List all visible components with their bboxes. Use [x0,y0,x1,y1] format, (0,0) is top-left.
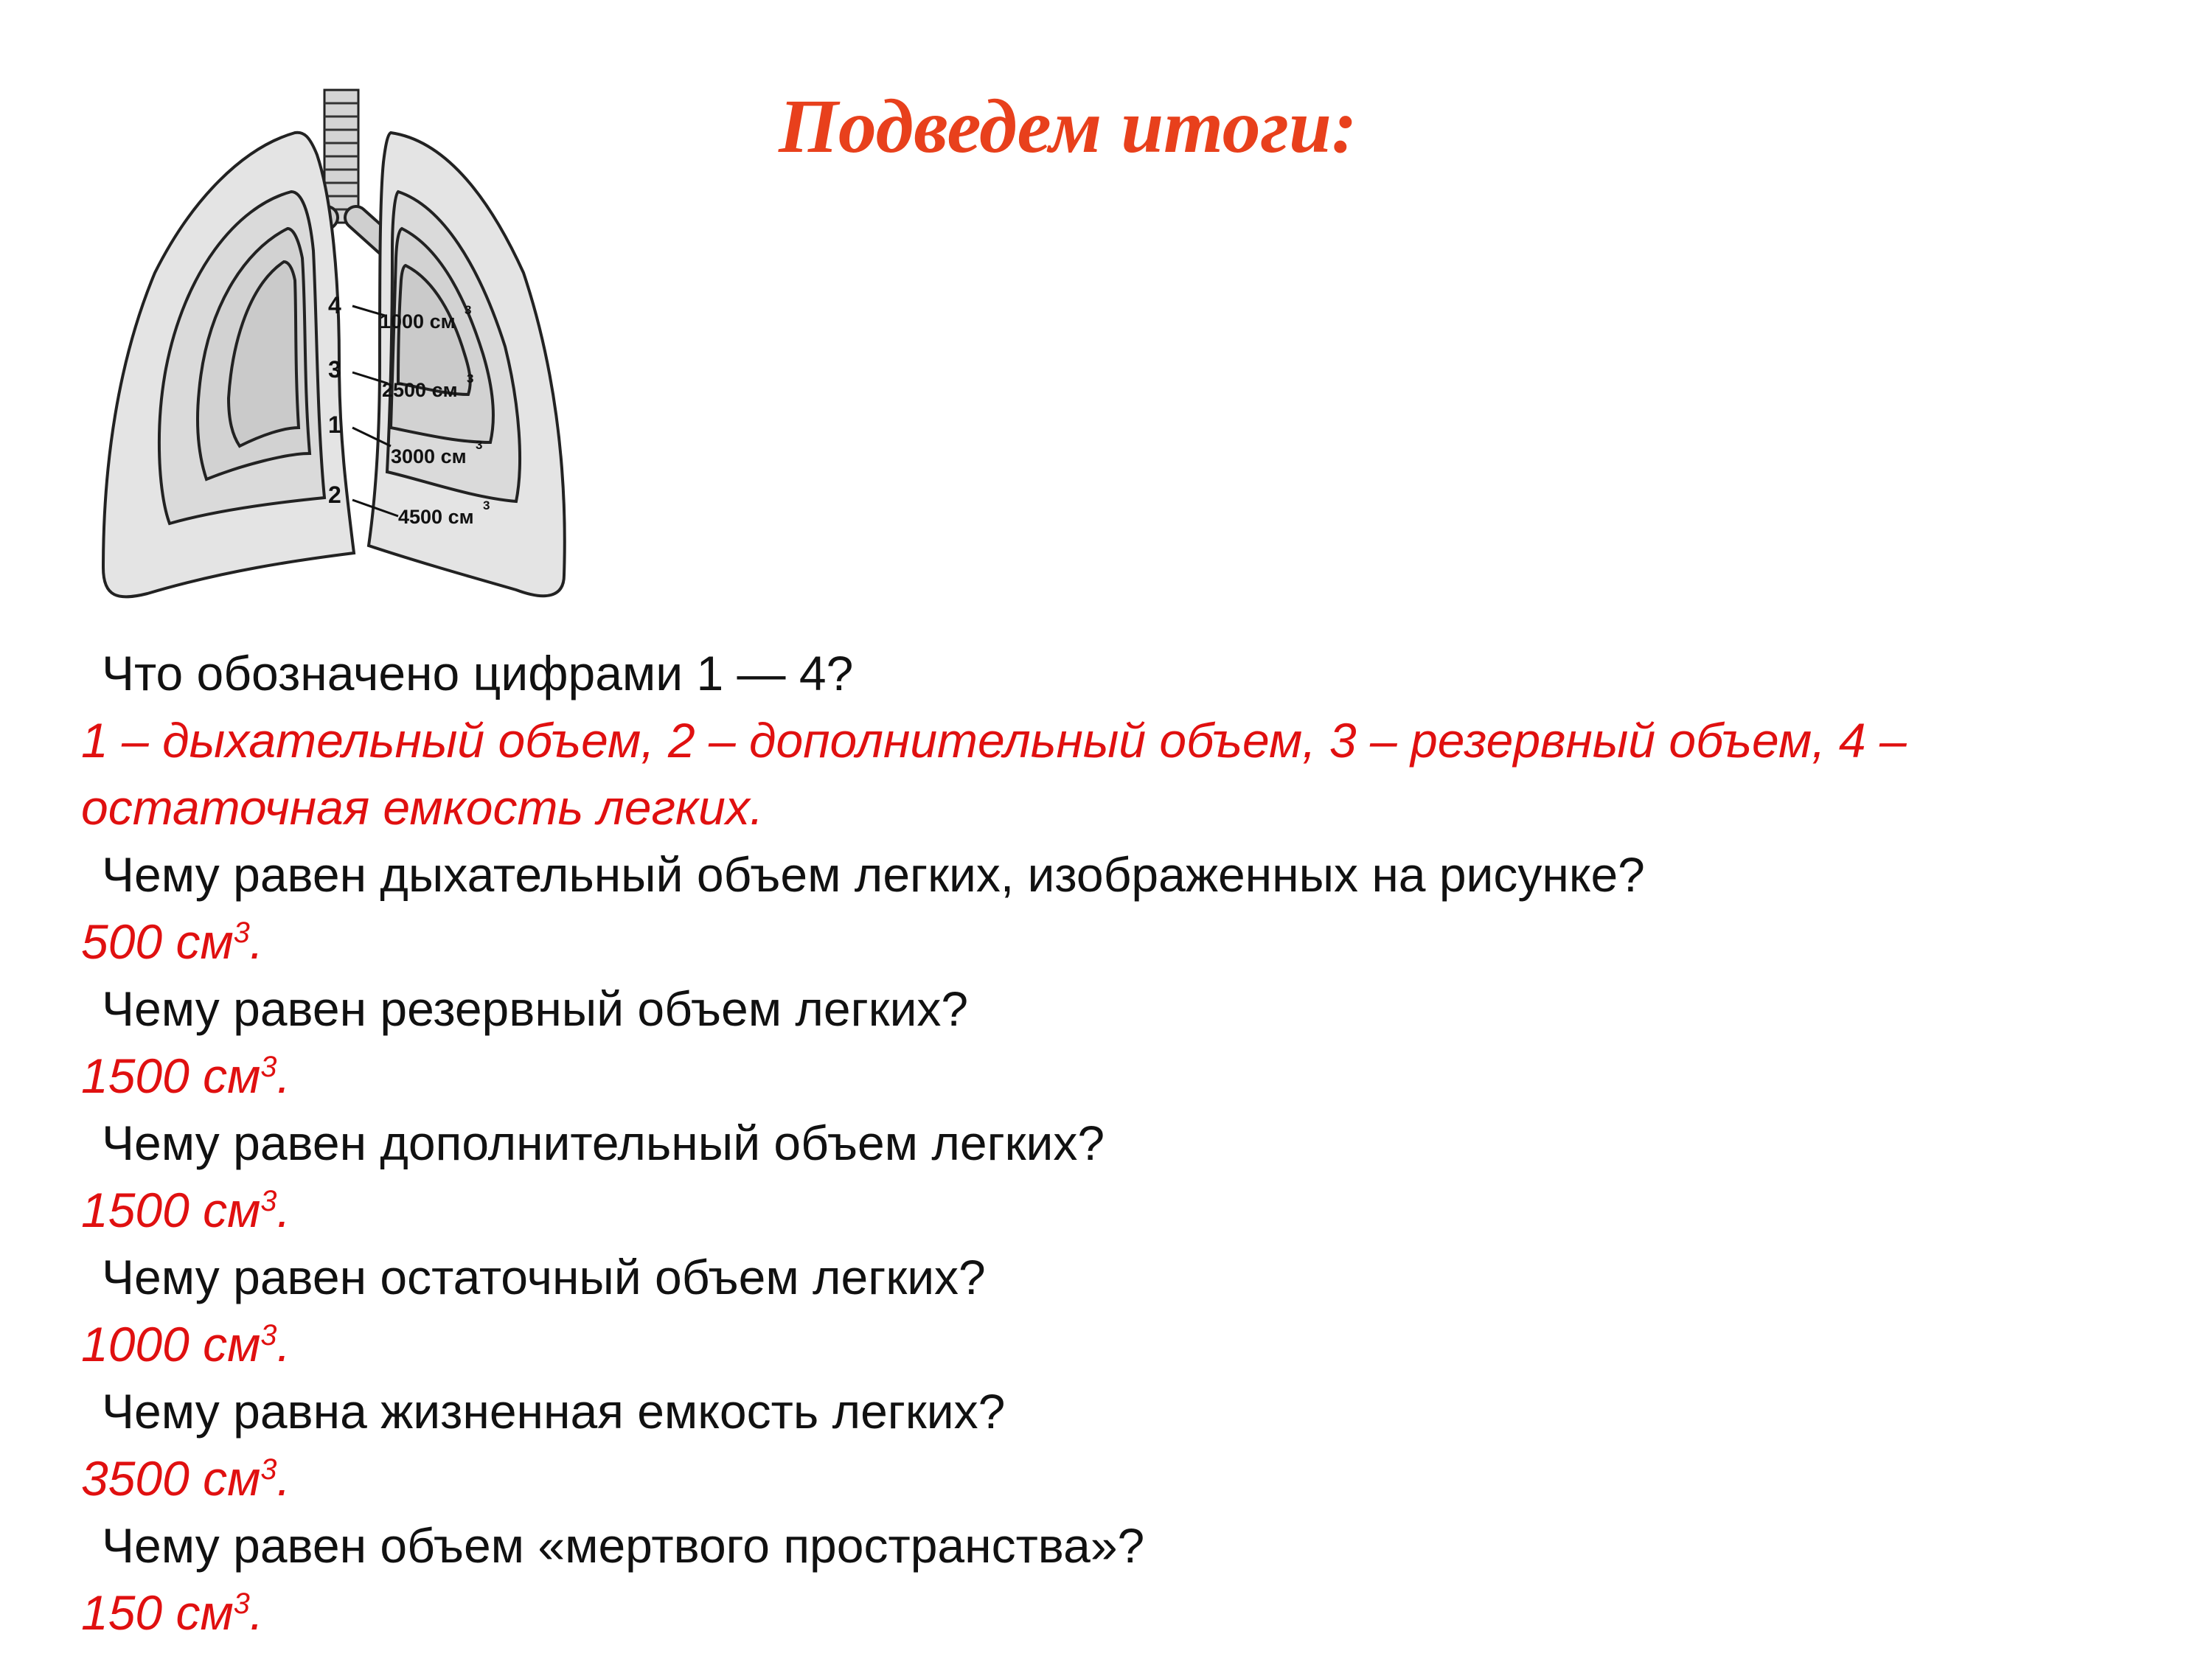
answer-exponent: 3 [260,1319,277,1352]
question-6: Чему равна жизненная емкость легких? [102,1384,1006,1439]
answer-7 [81,1579,2175,1646]
answer-3 [81,1043,2175,1110]
volume-label-3000: 3000 см [391,445,467,467]
question-3: Чему равен резервный объем легких? [102,981,969,1036]
answer-value: 1500 см [81,1183,261,1237]
left-lung-illustration [103,133,354,597]
volume-exponent: 3 [465,303,472,317]
answer-exponent: 3 [233,1587,250,1621]
marker-4: 4 [328,292,341,319]
lungs-diagram [74,81,590,605]
question-5: Чему равен остаточный объем легких? [102,1250,986,1304]
answer-2 [81,908,2175,975]
volume-exponent: 3 [483,498,490,512]
marker-1: 1 [328,411,341,438]
volume-exponent: 3 [476,438,483,452]
marker-2: 2 [328,481,341,508]
answer-period: . [276,1451,291,1506]
answer-period: . [249,1585,264,1640]
answer-period: . [249,914,264,969]
answer-value: 150 см [81,1585,234,1640]
answer-exponent: 3 [260,1453,277,1486]
question-7: Чему равен объем «мертвого пространства»? [102,1518,1145,1573]
answer-exponent: 3 [260,1185,277,1218]
answer-period: . [276,1048,291,1103]
answer-4 [81,1177,2175,1244]
answer-value: 1500 см [81,1048,261,1103]
volume-label-4500: 4500 см [398,506,474,528]
slide-title: Подведем итоги: [779,84,1357,169]
question-1: Что обозначено цифрами 1 — 4? [102,646,854,700]
marker-3: 3 [328,356,341,383]
answer-value: 1000 см [81,1317,261,1371]
qa-list [81,640,2175,1646]
answer-period: . [276,1183,291,1237]
answer-period: . [276,1317,291,1371]
volume-label-2500: 2500 см [382,379,458,401]
answer-5 [81,1311,2175,1378]
answer-exponent: 3 [260,1051,277,1084]
volume-label-1000: 1000 см [380,310,456,333]
volume-exponent: 3 [467,372,474,386]
question-4: Чему равен дополнительный объем легких? [102,1116,1105,1170]
answer-exponent: 3 [233,917,250,950]
answer-value: 3500 см [81,1451,261,1506]
answer-value: 500 см [81,914,234,969]
answer-1: 1 – дыхательный объем, 2 – дополнительный объем, 3 – резервный объем, 4 – остаточная емкость легких. [81,713,1907,835]
question-2: Чему равен дыхательный объем легких, изображенных на рисунке? [102,847,1645,902]
answer-6 [81,1445,2175,1512]
